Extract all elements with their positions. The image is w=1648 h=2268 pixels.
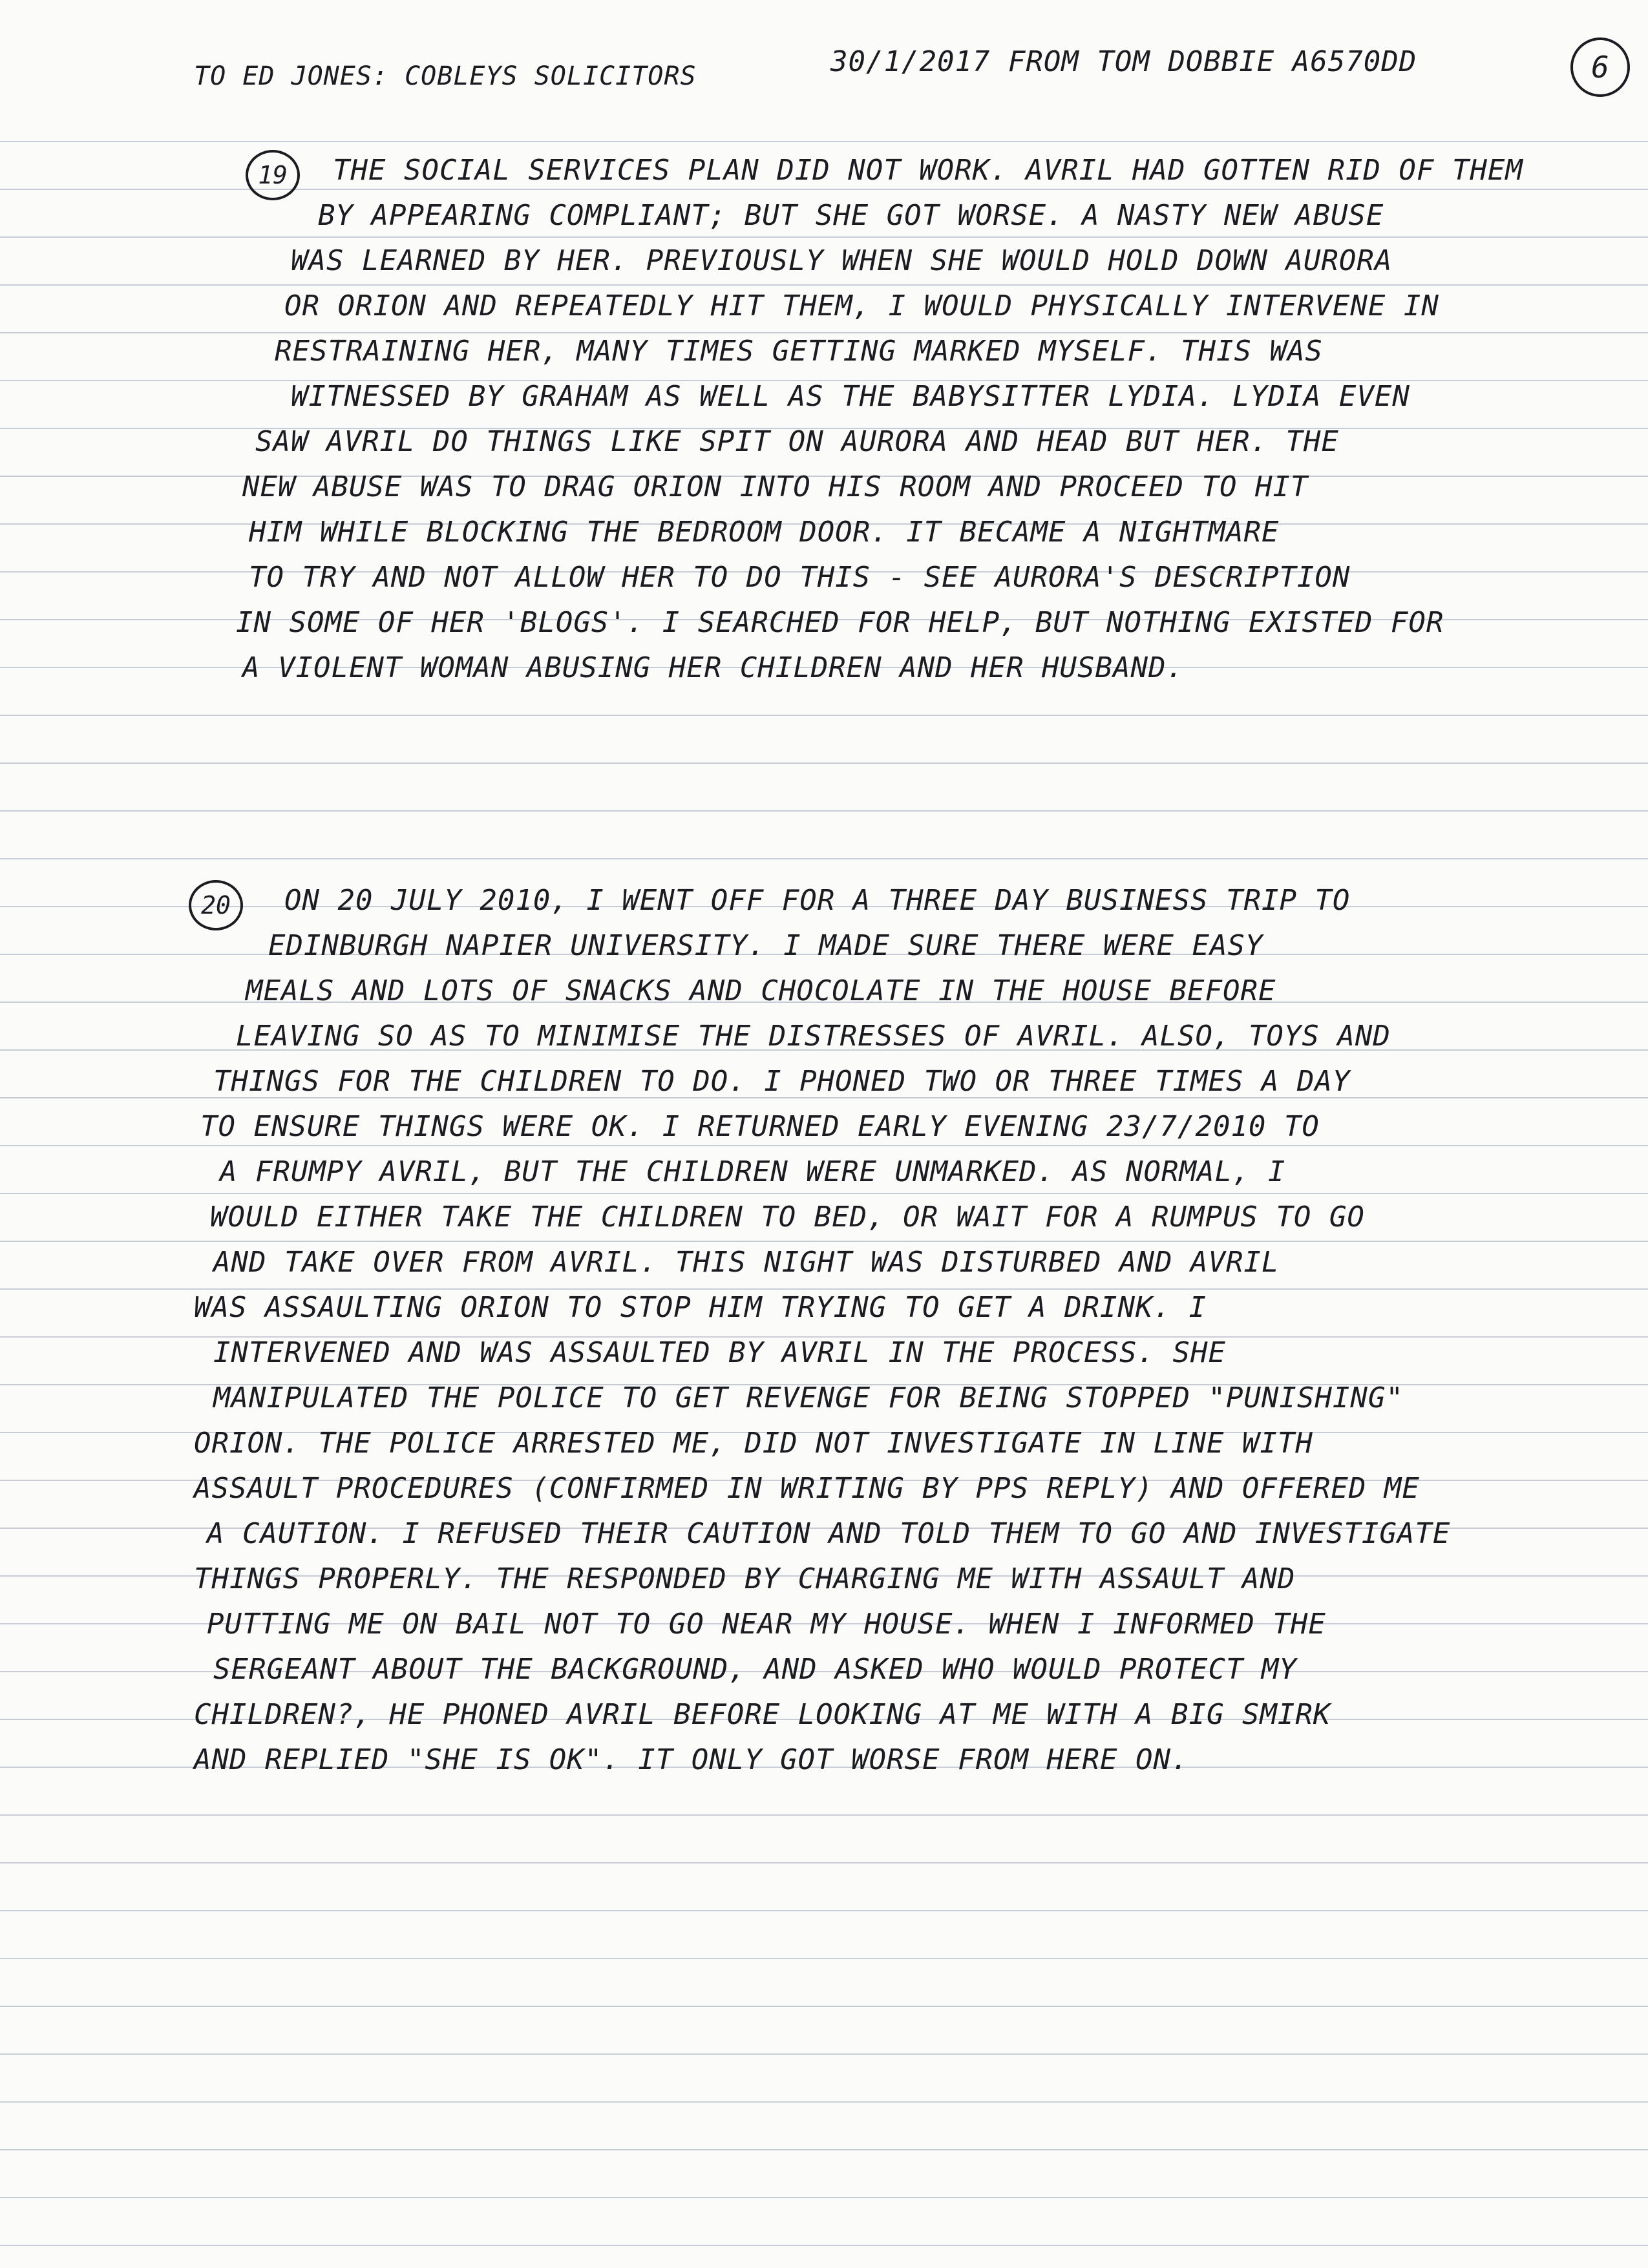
ruled-line xyxy=(0,2101,1648,2103)
handwritten-line: EDINBURGH NAPIER UNIVERSITY. I MADE SURE THERE WERE EASY xyxy=(268,929,1263,962)
handwritten-line: IN SOME OF HER 'BLOGS'. I SEARCHED FOR HELP, BUT NOTHING EXISTED FOR xyxy=(236,606,1444,639)
handwritten-line: TO ENSURE THINGS WERE OK. I RETURNED EARLY EVENING 23/7/2010 TO xyxy=(200,1110,1320,1143)
ruled-line xyxy=(0,189,1648,190)
handwritten-line: AND TAKE OVER FROM AVRIL. THIS NIGHT WAS DISTURBED AND AVRIL xyxy=(213,1246,1280,1279)
letter-header xyxy=(0,0,1648,129)
ruled-line xyxy=(0,1814,1648,1816)
handwritten-line: NEW ABUSE WAS TO DRAG ORION INTO HIS ROOM AND PROCEED TO HIT xyxy=(242,470,1309,503)
ruled-line xyxy=(0,2197,1648,2198)
ruled-line xyxy=(0,1862,1648,1864)
page-number-badge: 6 xyxy=(1570,37,1630,97)
handwritten-line: OR ORION AND REPEATEDLY HIT THEM, I WOULD PHYSICALLY INTERVENE IN xyxy=(284,289,1439,322)
handwritten-line: LEAVING SO AS TO MINIMISE THE DISTRESSES OF AVRIL. ALSO, TOYS AND xyxy=(236,1020,1391,1053)
ruled-line xyxy=(0,1910,1648,1911)
ruled-line xyxy=(0,715,1648,716)
handwritten-line: RESTRAINING HER, MANY TIMES GETTING MARKED MYSELF. THIS WAS xyxy=(275,335,1323,368)
ruled-line xyxy=(0,1145,1648,1146)
handwritten-line: MEALS AND LOTS OF SNACKS AND CHOCOLATE IN THE HOUSE BEFORE xyxy=(246,974,1276,1007)
handwritten-line: SERGEANT ABOUT THE BACKGROUND, AND ASKED WHO WOULD PROTECT MY xyxy=(213,1653,1297,1686)
handwritten-line: THE SOCIAL SERVICES PLAN DID NOT WORK. AVRIL HAD GOTTEN RID OF THEM xyxy=(333,154,1523,187)
handwritten-line: THINGS FOR THE CHILDREN TO DO. I PHONED TWO OR THREE TIMES A DAY xyxy=(213,1065,1351,1098)
ruled-line xyxy=(0,1288,1648,1290)
handwritten-line: A FRUMPY AVRIL, BUT THE CHILDREN WERE UNMARKED. AS NORMAL, I xyxy=(220,1155,1286,1188)
ruled-line xyxy=(0,1241,1648,1242)
handwritten-line: ASSAULT PROCEDURES (CONFIRMED IN WRITING BY PPS REPLY) AND OFFERED ME xyxy=(194,1472,1420,1505)
handwritten-line: HIM WHILE BLOCKING THE BEDROOM DOOR. IT BECAME A NIGHTMARE xyxy=(249,516,1280,549)
handwritten-line: INTERVENED AND WAS ASSAULTED BY AVRIL IN THE PROCESS. SHE xyxy=(213,1336,1226,1369)
ruled-line xyxy=(0,2149,1648,2150)
ruled-line xyxy=(0,2245,1648,2246)
handwritten-line: TO TRY AND NOT ALLOW HER TO DO THIS - SEE AURORA'S DESCRIPTION xyxy=(249,561,1351,594)
handwritten-line: AND REPLIED "SHE IS OK". IT ONLY GOT WORSE FROM HERE ON. xyxy=(194,1743,1189,1776)
handwritten-line: ORION. THE POLICE ARRESTED ME, DID NOT INVESTIGATE IN LINE WITH xyxy=(194,1427,1313,1460)
handwritten-line: SAW AVRIL DO THINGS LIKE SPIT ON AURORA AND HEAD BUT HER. THE xyxy=(255,425,1339,458)
handwritten-line: WOULD EITHER TAKE THE CHILDREN TO BED, OR WAIT FOR A RUMPUS TO GO xyxy=(210,1201,1365,1234)
handwritten-line: ON 20 JULY 2010, I WENT OFF FOR A THREE DAY BUSINESS TRIP TO xyxy=(284,884,1351,917)
paragraph-number-19: 19 xyxy=(246,150,300,200)
ruled-line xyxy=(0,2006,1648,2007)
ruled-line xyxy=(0,858,1648,859)
ruled-line xyxy=(0,762,1648,764)
handwritten-line: WAS ASSAULTING ORION TO STOP HIM TRYING TO GET A DRINK. I xyxy=(194,1291,1207,1324)
handwritten-line: A CAUTION. I REFUSED THEIR CAUTION AND TOLD THEM TO GO AND INVESTIGATE xyxy=(207,1517,1451,1550)
handwritten-line: CHILDREN?, HE PHONED AVRIL BEFORE LOOKING AT ME WITH A BIG SMIRK xyxy=(194,1698,1331,1731)
handwritten-line: BY APPEARING COMPLIANT; BUT SHE GOT WORSE. A NASTY NEW ABUSE xyxy=(318,199,1384,232)
ruled-line xyxy=(0,810,1648,812)
ruled-line xyxy=(0,332,1648,333)
paragraph-number-20: 20 xyxy=(189,880,243,930)
recipient-line: TO ED JONES: COBLEYS SOLICITORS xyxy=(194,61,697,91)
ruled-line xyxy=(0,141,1648,142)
ruled-line xyxy=(0,284,1648,286)
handwritten-line: MANIPULATED THE POLICE TO GET REVENGE FOR BEING STOPPED "PUNISHING" xyxy=(213,1381,1404,1414)
ruled-line xyxy=(0,1193,1648,1194)
handwritten-line: THINGS PROPERLY. THE RESPONDED BY CHARGING ME WITH ASSAULT AND xyxy=(194,1562,1296,1595)
handwritten-line: WAS LEARNED BY HER. PREVIOUSLY WHEN SHE WOULD HOLD DOWN AURORA xyxy=(291,244,1393,277)
ruled-line xyxy=(0,2053,1648,2055)
handwritten-line: PUTTING ME ON BAIL NOT TO GO NEAR MY HOUSE. WHEN I INFORMED THE xyxy=(207,1608,1326,1641)
handwritten-line: A VIOLENT WOMAN ABUSING HER CHILDREN AND HER HUSBAND. xyxy=(242,651,1184,684)
ruled-line xyxy=(0,236,1648,238)
ruled-line xyxy=(0,1958,1648,1959)
handwritten-line: WITNESSED BY GRAHAM AS WELL AS THE BABYSITTER LYDIA. LYDIA EVEN xyxy=(291,380,1410,413)
date-sender-line: 30/1/2017 FROM TOM DOBBIE A6570DD xyxy=(830,45,1417,78)
